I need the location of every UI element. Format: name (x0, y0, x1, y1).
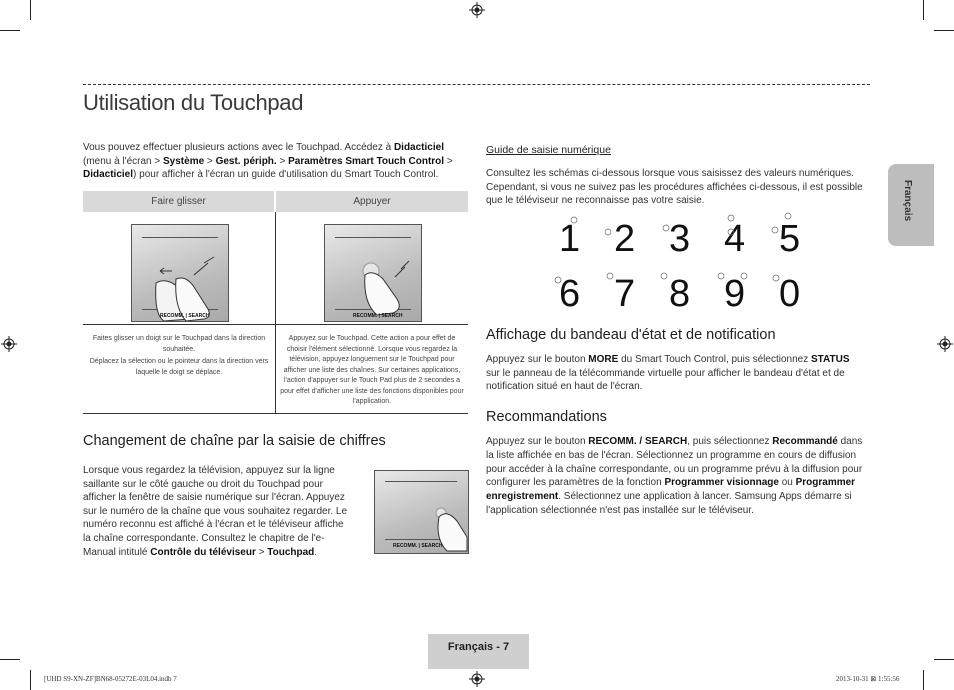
status-heading: Affichage du bandeau d'état et de notification (486, 327, 776, 343)
drag-description (87, 334, 271, 378)
touchpad-tap-illustration (324, 224, 422, 322)
digit-2: 2 (614, 218, 636, 260)
hand-icon (355, 255, 421, 321)
digit-guide (486, 210, 866, 315)
touchpad-button-label: RECOMM. | SEARCH (353, 313, 403, 319)
touchpad-button-label: RECOMM. | SEARCH (393, 543, 443, 549)
digit-0: 0 (779, 273, 801, 315)
intro-bold: Système (163, 155, 205, 167)
print-info-right: 2013-10-31 ⊠ 1:55:56 (836, 675, 900, 683)
crop-mark (0, 659, 20, 660)
title-rule (83, 84, 870, 85)
crop-mark (923, 670, 924, 690)
recomm-bold: Recommandé (772, 436, 838, 447)
digit-1: 1 (559, 218, 581, 260)
recomm-bold: Programmer visionnage (664, 477, 779, 489)
registration-mark-icon (469, 2, 485, 18)
crop-mark (30, 670, 31, 690)
crop-mark (934, 30, 954, 31)
table-header-drag: Faire glisser (83, 191, 274, 212)
intro-text: ) pour afficher à l'écran un guide d'utilisation du Smart Touch Control. (133, 169, 439, 180)
channel-heading: Changement de chaîne par la saisie de chiffres (83, 433, 386, 449)
recomm-bold: RECOMM. / SEARCH (588, 436, 688, 447)
channel-text: Lorsque vous regardez la télévision, appuyez sur la ligne saillante sur le côté gauche ou droit du Touchpad pour afficher la fenêtre de saisie numérique sur l'écran. Appuyez sur le numéro de la chaîne que vous souhaitez regarder. Le numéro reconnu est affiché à l'écran et le téléviseur affiche la chaîne correspondante. Consultez le chapitre de l'e-Manual intitulé (83, 465, 348, 558)
intro-text: (menu à l'écran > (83, 155, 164, 167)
touchpad-ridge (335, 237, 411, 238)
digit-3: 3 (669, 218, 691, 260)
table-header-tap: Appuyer (276, 191, 468, 212)
intro-bold: Didacticiel (83, 169, 134, 180)
recomm-bold: Programmer enregistrement (486, 477, 856, 503)
recomm-text: dans la liste affichée en bas de l'écran. Sélectionnez un programme en cours de diffusion pour accéder à la chaîne correspondante, ou un programme prévu à la diffusion pour configurer les paramètres de la fonction (486, 436, 863, 489)
intro-text: > (276, 155, 289, 167)
language-side-tab (888, 164, 934, 246)
intro-text: Vous pouvez effectuer plusieurs actions avec le Touchpad. Accédez à (83, 142, 394, 153)
crop-mark (30, 0, 31, 20)
digit-9: 9 (724, 273, 746, 315)
recomm-text: Appuyez sur le bouton (486, 436, 589, 447)
channel-text: . (314, 546, 318, 558)
page-title: Utilisation du Touchpad (83, 90, 304, 115)
status-text: du Smart Touch Control, puis sélectionnez (618, 354, 811, 365)
channel-paragraph (83, 464, 353, 559)
crop-mark (923, 0, 924, 20)
touchpad-ridge (385, 481, 457, 482)
drag-description-line: Faites glisser un doigt sur le Touchpad dans la direction souhaitée. (92, 335, 266, 353)
channel-text: > (255, 546, 268, 558)
channel-bold: Contrôle du téléviseur (150, 546, 256, 558)
registration-mark-icon (937, 336, 953, 352)
table-divider (83, 324, 468, 325)
status-text: sur le panneau de la télécommande virtuelle pour afficher le bandeau d'état et de notification situé en haut de l'écran. (486, 367, 845, 392)
intro-text: > (444, 155, 453, 167)
guide-paragraph: Consultez les schémas ci-dessous lorsque vous saisissez des valeurs numériques. Cependant, si vous ne suivez pas les procédures affichées ci-dessous, il est possible que le téléviseur ne reconnaisse pas votre saisie. (486, 168, 863, 206)
touchpad-button-label: RECOMM. | SEARCH (160, 313, 210, 319)
intro-paragraph (83, 141, 468, 182)
channel-bold: Touchpad (267, 546, 315, 558)
digit-8: 8 (669, 273, 691, 315)
crop-mark (0, 30, 20, 31)
status-text: Appuyez sur le bouton (486, 354, 589, 365)
touchpad-ridge (142, 237, 218, 238)
intro-text: > (204, 155, 216, 167)
registration-mark-icon (1, 336, 17, 352)
status-bold: STATUS (811, 354, 850, 365)
touchpad-drag-illustration (131, 224, 229, 322)
intro-bold: Didacticiel (393, 142, 444, 153)
status-bold: MORE (588, 354, 619, 365)
touchpad-actions-table (83, 191, 468, 414)
digit-6: 6 (559, 273, 581, 315)
side-tab-label: Français (902, 180, 913, 222)
status-paragraph (486, 353, 862, 394)
digit-4: 4 (724, 218, 746, 260)
table-divider (275, 212, 276, 413)
tap-description: Appuyez sur le Touchpad. Cette action a pour effet de choisir l'élément sélectionné. Lorsque vous regardez la télévision, appuyez longuement sur le Touchpad pour afficher une liste des chaînes. Sur certaines applications, l'action d'appuyer sur le Touch Pad plus de 2 secondes a pour effet d'afficher une liste des fonctions disponibles pour l'application. (280, 335, 464, 405)
registration-mark-icon (469, 671, 485, 687)
touchpad-channel-illustration (374, 470, 469, 554)
page-number: Français - 7 (447, 641, 510, 653)
recomm-text: . Sélectionnez une application à lancer. Samsung Apps démarre si l'application sélectionnée n'est pas installée sur le téléviseur. (486, 491, 852, 516)
guide-heading: Guide de saisie numérique (486, 144, 611, 156)
page-number-box (428, 634, 529, 669)
recomm-heading: Recommandations (486, 409, 607, 425)
digit-7: 7 (614, 273, 636, 315)
recomm-text: , puis sélectionnez (687, 436, 773, 447)
intro-bold: Gest. périph. (215, 155, 277, 167)
digit-5: 5 (779, 218, 801, 260)
recomm-text: ou (778, 477, 796, 489)
hand-icon (146, 253, 226, 321)
crop-mark (934, 659, 954, 660)
intro-bold: Paramètres Smart Touch Control (288, 155, 445, 167)
drag-description-line: Déplacez la sélection ou le pointeur dans la direction vers laquelle le doigt se déplace. (89, 358, 269, 376)
print-info-left: [UHD S9-XN-ZF]BN68-05272E-03L04.indb 7 (44, 675, 177, 683)
recomm-paragraph (486, 435, 866, 518)
stroke-order-markers-icon (486, 210, 866, 310)
